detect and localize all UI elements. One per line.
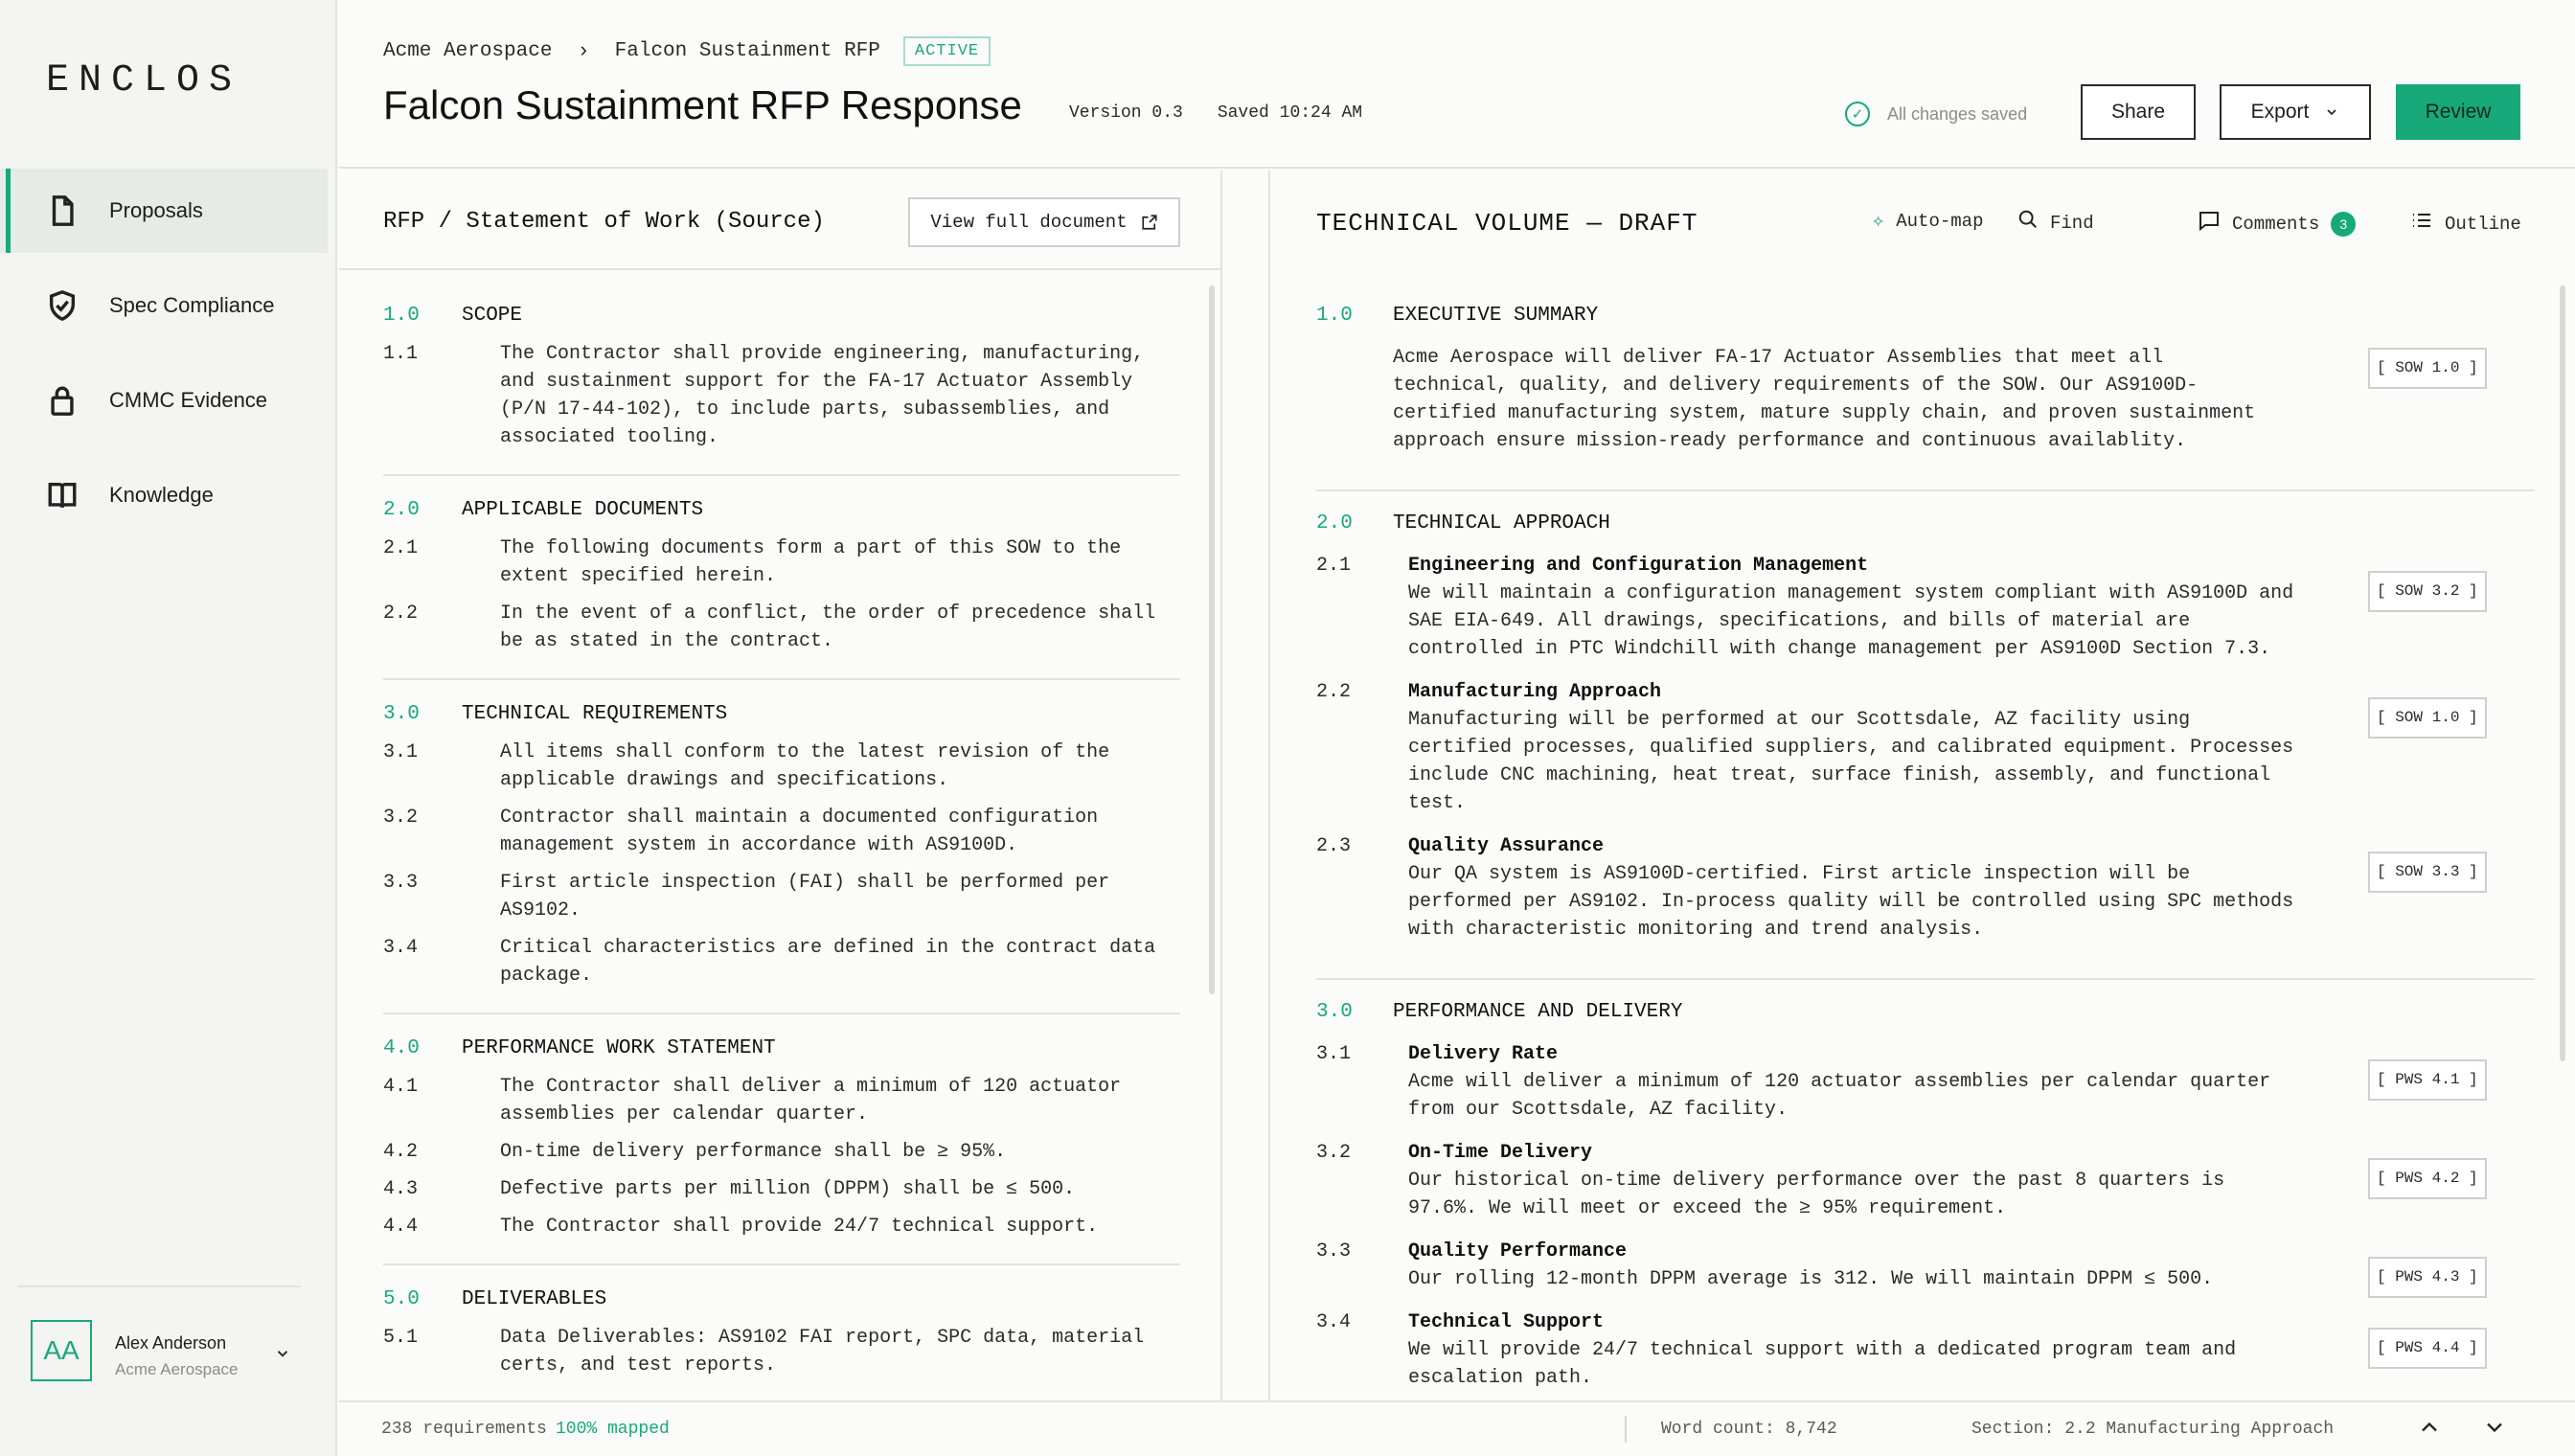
export-label: Export: [2250, 101, 2310, 123]
paragraph-body: [1393, 344, 2284, 455]
word-count: Word count: 8,742: [1661, 1420, 1837, 1439]
requirement-item[interactable]: [383, 934, 1180, 990]
sidebar-item-proposals[interactable]: [0, 169, 328, 253]
view-full-document-button[interactable]: [908, 197, 1180, 247]
requirement-reference-tag[interactable]: [ PWS 4.4 ]: [2368, 1328, 2487, 1369]
source-section: [383, 1037, 1180, 1265]
requirement-reference-tag[interactable]: [ SOW 1.0 ]: [2368, 697, 2487, 739]
paragraph-number: 3.4: [1316, 1311, 1352, 1333]
section-heading: [383, 1288, 1180, 1310]
section-heading: [383, 499, 1180, 521]
requirement-number: 2.2: [383, 603, 419, 625]
requirement-reference-tag[interactable]: [ SOW 3.3 ]: [2368, 852, 2487, 893]
paragraph-heading: Manufacturing Approach: [1408, 681, 1662, 703]
section-number: 5.0: [383, 1288, 420, 1310]
draft-paragraph[interactable]: [1316, 1040, 2535, 1124]
source-section: [383, 305, 1180, 476]
draft-paragraph[interactable]: [1316, 832, 2535, 944]
paragraph-body: [1408, 678, 2299, 817]
app-logo: ENCLOS: [46, 59, 242, 102]
requirement-item[interactable]: [383, 804, 1180, 859]
paragraph-body: [1408, 1238, 2299, 1293]
sparkle-icon: ✧: [1872, 210, 1885, 234]
requirement-item[interactable]: [383, 1213, 1180, 1240]
section-title: PERFORMANCE AND DELIVERY: [1393, 1001, 1683, 1023]
requirement-item[interactable]: [383, 535, 1180, 590]
paragraph-heading: On-Time Delivery: [1408, 1142, 1593, 1164]
save-status: [1845, 102, 2027, 126]
paragraph-heading: Quality Performance: [1408, 1240, 1628, 1263]
page-title: Falcon Sustainment RFP Response: [383, 82, 1022, 127]
section-number: 3.0: [383, 703, 420, 725]
requirement-text: The Contractor shall deliver a minimum of 120 actuator assemblies per calendar quarter.: [500, 1076, 1122, 1126]
requirement-reference-tag[interactable]: [ PWS 4.3 ]: [2368, 1257, 2487, 1298]
draft-paragraph[interactable]: [1316, 678, 2535, 817]
requirement-text: The following documents form a part of this SOW to the extent specified herein.: [500, 537, 1122, 587]
requirement-reference-tag[interactable]: [ PWS 4.1 ]: [2368, 1059, 2487, 1101]
draft-paragraph[interactable]: [1316, 1308, 2535, 1392]
paragraph-heading: Engineering and Configuration Management: [1408, 555, 1869, 577]
user-menu[interactable]: [17, 1285, 301, 1456]
section-title: DELIVERABLES: [462, 1288, 607, 1310]
section-number: 1.0: [383, 305, 420, 327]
paragraph-body: [1408, 552, 2299, 663]
status-badge: ACTIVE: [903, 36, 991, 66]
requirement-text: All items shall conform to the latest revision of the applicable drawings and specifications.: [500, 741, 1110, 791]
requirement-item[interactable]: [383, 739, 1180, 794]
section-title: SCOPE: [462, 305, 523, 327]
draft-paragraph[interactable]: [1316, 1238, 2535, 1293]
paragraph-body: [1408, 832, 2299, 944]
draft-paragraph[interactable]: [1316, 1139, 2535, 1222]
paragraph-number: 3.1: [1316, 1043, 1352, 1065]
chevron-down-icon[interactable]: [2481, 1414, 2508, 1446]
sidebar-item-cmmc-evidence[interactable]: [0, 358, 337, 443]
draft-pane: [1268, 171, 2575, 1400]
section-number: 2.0: [383, 499, 420, 521]
saved-time: Saved 10:24 AM: [1217, 103, 1363, 123]
draft-section: [1316, 1001, 2535, 1428]
requirement-number: 4.4: [383, 1216, 419, 1238]
list-icon: [2410, 209, 2433, 239]
avatar: AA: [31, 1320, 92, 1381]
paragraph-body: [1408, 1040, 2299, 1124]
save-status-label: All changes saved: [1887, 103, 2028, 124]
page-header: [339, 0, 2575, 169]
sidebar-item-label: Knowledge: [109, 483, 214, 507]
breadcrumb-item[interactable]: Acme Aerospace: [383, 40, 553, 62]
section-number: 4.0: [383, 1037, 420, 1059]
draft-section: [1316, 512, 2535, 980]
sidebar-nav: [0, 169, 337, 548]
requirement-number: 2.1: [383, 537, 419, 559]
sidebar-item-spec-compliance[interactable]: [0, 263, 337, 348]
chevron-up-icon[interactable]: [2416, 1414, 2443, 1446]
breadcrumb: [383, 36, 991, 66]
requirement-number: 3.1: [383, 741, 419, 763]
outline-label: Outline: [2445, 213, 2521, 235]
sidebar-item-label: Proposals: [109, 198, 203, 222]
paragraph-heading: Technical Support: [1408, 1311, 1605, 1333]
requirement-number: 1.1: [383, 343, 419, 365]
comments-label: Comments: [2232, 213, 2320, 235]
requirement-text: First article inspection (FAI) shall be performed per AS9102.: [500, 872, 1110, 921]
source-section: [383, 703, 1180, 1014]
source-pane: [339, 171, 1222, 1400]
section-title: TECHNICAL REQUIREMENTS: [462, 703, 728, 725]
view-full-label: View full document: [930, 212, 1128, 233]
section-title: TECHNICAL APPROACH: [1393, 512, 1610, 535]
book-icon: [46, 479, 79, 512]
find-label: Find: [2050, 212, 2094, 234]
paragraph-text: Manufacturing will be performed at our Scottsdale, AZ facility using certified processes, qualified suppliers, and calibrated equipment. Processes include CNC machining, heat treat, surface finish, assembly, and functional test.: [1408, 709, 2294, 814]
check-circle-icon: ✓: [1845, 102, 1870, 126]
requirement-item[interactable]: [383, 600, 1180, 655]
paragraph-text: Acme will deliver a minimum of 120 actuator assemblies per calendar quarter from our Scottsdale, AZ facility.: [1408, 1071, 2271, 1121]
user-org: Acme Aerospace: [115, 1360, 239, 1378]
requirement-text: Contractor shall maintain a documented configuration management system in accordance with AS9100D.: [500, 807, 1099, 856]
section-heading: [383, 1037, 1180, 1059]
share-button[interactable]: Share: [2081, 84, 2196, 140]
automap-button[interactable]: [1872, 209, 1983, 234]
requirement-number: 4.1: [383, 1076, 419, 1098]
paragraph-text: Acme Aerospace will deliver FA-17 Actuator Assemblies that meet all technical, quality, and delivery requirements of the SOW. Our AS9100D-certified manufacturing system, mature supply chain, and proven sustainment approach ensure mission-ready performance and continuous availablity.: [1393, 347, 2256, 452]
current-section: Section: 2.2 Manufacturing Approach: [1971, 1420, 2335, 1439]
sidebar: [0, 0, 337, 1456]
comments-count-badge: 3: [2331, 212, 2356, 237]
paragraph-number: 2.1: [1316, 555, 1352, 577]
requirement-item[interactable]: [383, 1073, 1180, 1128]
requirement-item[interactable]: [383, 1175, 1180, 1203]
section-heading: [1316, 1001, 2535, 1023]
find-button[interactable]: [2017, 209, 2094, 237]
source-section: [383, 499, 1180, 680]
paragraph-text: We will maintain a configuration management system compliant with AS9100D and SAE EIA-649. All drawings, specifications, and bills of material are controlled in PTC Windchill with change management per AS9100D Section 7.3.: [1408, 582, 2294, 660]
section-heading: [1316, 512, 2535, 535]
requirement-item[interactable]: [383, 1138, 1180, 1166]
sidebar-item-knowledge[interactable]: [0, 453, 337, 537]
comment-icon: [2198, 209, 2221, 239]
requirement-item[interactable]: [383, 340, 1180, 451]
divider: [1625, 1416, 1627, 1443]
requirement-text: In the event of a conflict, the order of precedence shall be as stated in the contract.: [500, 603, 1156, 652]
requirement-reference-tag[interactable]: [ SOW 1.0 ]: [2368, 348, 2487, 389]
chevron-right-icon: ›: [577, 39, 590, 63]
requirement-text: On-time delivery performance shall be ≥ 95%.: [500, 1141, 1007, 1163]
draft-section: [1316, 305, 2535, 491]
shield-check-icon: [46, 289, 79, 322]
sidebar-item-label: CMMC Evidence: [109, 388, 268, 412]
draft-scrollbar[interactable]: [2560, 285, 2565, 1061]
document-icon: [46, 194, 79, 227]
section-title: APPLICABLE DOCUMENTS: [462, 499, 704, 521]
automap-label: Auto-map: [1896, 211, 1984, 232]
paragraph-text: Our QA system is AS9100D-certified. First article inspection will be performed per AS9102. In-process quality will be controlled using SPC methods with characteristic monitoring and trend analysis.: [1408, 863, 2294, 941]
requirement-number: 3.4: [383, 937, 419, 959]
requirement-text: Data Deliverables: AS9102 FAI report, SPC data, material certs, and test reports.: [500, 1327, 1145, 1376]
requirement-reference-tag[interactable]: [ SOW 3.2 ]: [2368, 571, 2487, 612]
section-number: 2.0: [1316, 512, 1353, 535]
paragraph-number: 2.2: [1316, 681, 1352, 703]
draft-pane-title: TECHNICAL VOLUME — DRAFT: [1316, 209, 1698, 238]
status-bar: [339, 1400, 2575, 1456]
requirement-number: 5.1: [383, 1327, 419, 1349]
requirement-number: 3.2: [383, 807, 419, 829]
lock-icon: [46, 384, 79, 417]
version-label: Version 0.3: [1069, 103, 1183, 123]
requirement-item[interactable]: [383, 869, 1180, 924]
document-meta: [1069, 103, 1362, 123]
requirement-text: Defective parts per million (DPPM) shall be ≤ 500.: [500, 1178, 1076, 1200]
review-button[interactable]: Review: [2396, 84, 2520, 140]
section-heading: [1316, 305, 2535, 327]
section-title: PERFORMANCE WORK STATEMENT: [462, 1037, 776, 1059]
source-pane-title: RFP / Statement of Work (Source): [383, 209, 825, 235]
paragraph-heading: Quality Assurance: [1408, 835, 1605, 857]
chevron-down-icon[interactable]: [274, 1345, 291, 1367]
chevron-down-icon: [2324, 104, 2339, 120]
section-number: 3.0: [1316, 1001, 1353, 1023]
paragraph-heading: Delivery Rate: [1408, 1043, 1559, 1065]
requirement-text: Critical characteristics are defined in the contract data package.: [500, 937, 1156, 987]
export-button[interactable]: [2220, 84, 2371, 140]
requirement-reference-tag[interactable]: [ PWS 4.2 ]: [2368, 1158, 2487, 1199]
comments-button[interactable]: [2198, 209, 2356, 239]
breadcrumb-item[interactable]: Falcon Sustainment RFP: [614, 40, 880, 62]
draft-paragraph[interactable]: [1316, 344, 2535, 455]
user-name: Alex Anderson: [115, 1333, 227, 1353]
source-pane-header: [339, 171, 1220, 270]
requirement-number: 3.3: [383, 872, 419, 894]
requirements-count: 238 requirements: [381, 1420, 547, 1439]
paragraph-number: 2.3: [1316, 835, 1352, 857]
source-scrollbar[interactable]: [1209, 285, 1215, 994]
requirement-number: 4.3: [383, 1178, 419, 1200]
paragraph-number: [1316, 344, 1393, 455]
source-document: [383, 305, 1180, 1427]
draft-document: [1316, 305, 2535, 1449]
requirement-item[interactable]: [383, 1324, 1180, 1379]
paragraph-text: Our rolling 12-month DPPM average is 312. We will maintain DPPM ≤ 500.: [1408, 1268, 2214, 1290]
source-section: [383, 1288, 1180, 1404]
draft-paragraph[interactable]: [1316, 552, 2535, 663]
paragraph-body: [1408, 1308, 2299, 1392]
sidebar-item-label: Spec Compliance: [109, 293, 275, 317]
section-heading: [383, 703, 1180, 725]
paragraph-number: 3.2: [1316, 1142, 1352, 1164]
section-number: 1.0: [1316, 305, 1353, 327]
paragraph-text: Our historical on-time delivery performance over the past 8 quarters is 97.6%. We will meet or exceed the ≥ 95% requirement.: [1408, 1170, 2225, 1219]
paragraph-body: [1408, 1139, 2299, 1222]
section-title: EXECUTIVE SUMMARY: [1393, 305, 1599, 327]
requirement-number: 4.2: [383, 1141, 419, 1163]
requirement-text: The Contractor shall provide 24/7 technical support.: [500, 1216, 1099, 1238]
search-icon: [2017, 209, 2039, 237]
paragraph-text: We will provide 24/7 technical support with a dedicated program team and escalation path.: [1408, 1339, 2237, 1389]
external-link-icon: [1141, 214, 1158, 231]
section-heading: [383, 305, 1180, 327]
mapped-status: 100% mapped: [556, 1420, 670, 1439]
outline-button[interactable]: [2410, 209, 2521, 239]
paragraph-number: 3.3: [1316, 1240, 1352, 1263]
requirement-text: The Contractor shall provide engineering, manufacturing, and sustainment support for the FA-17 Actuator Assembly (P/N 17-44-102), to include parts, subassemblies, and associated tooling.: [500, 343, 1145, 448]
